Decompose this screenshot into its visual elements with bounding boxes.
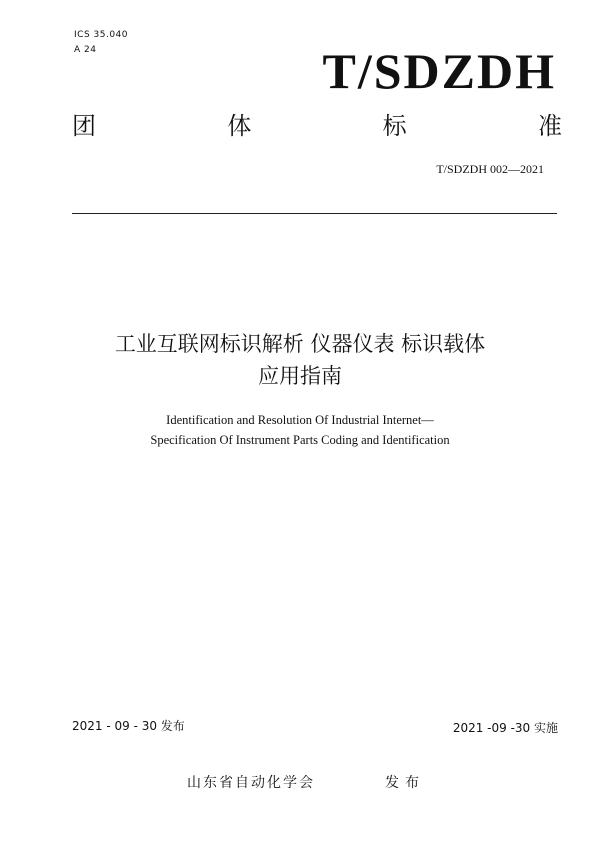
standard-type-char-4: 准 [537, 112, 562, 140]
standard-type [72, 114, 562, 138]
standard-type-char-3: 标 [382, 112, 407, 140]
standard-brand: T/SDZDH [322, 43, 556, 99]
ics-code: ICS 35.040 [74, 30, 129, 40]
english-title [0, 410, 600, 450]
standard-number: T/SDZDH 002—2021 [436, 162, 544, 176]
standard-type-char-2: 体 [227, 112, 252, 140]
english-title-line-1: Identification and Resolution Of Industrial Internet— [166, 413, 434, 427]
chinese-title [0, 328, 600, 392]
chinese-title-line-1: 工业互联网标识解析 仪器仪表 标识载体 [114, 332, 486, 356]
standard-type-char-1: 团 [72, 112, 96, 140]
publish-label: 发布 [385, 775, 425, 791]
chinese-title-line-2: 应用指南 [258, 364, 342, 388]
issue-date: 2021 - 09 - 30 发布 [72, 719, 185, 733]
english-title-line-2: Specification Of Instrument Parts Coding and Identification [150, 433, 450, 447]
implementation-date: 2021 -09 -30 实施 [452, 721, 558, 735]
header-divider [72, 213, 557, 214]
ccs-code: A 24 [74, 45, 97, 55]
publisher-name: 山东省自动化学会 [187, 775, 315, 791]
